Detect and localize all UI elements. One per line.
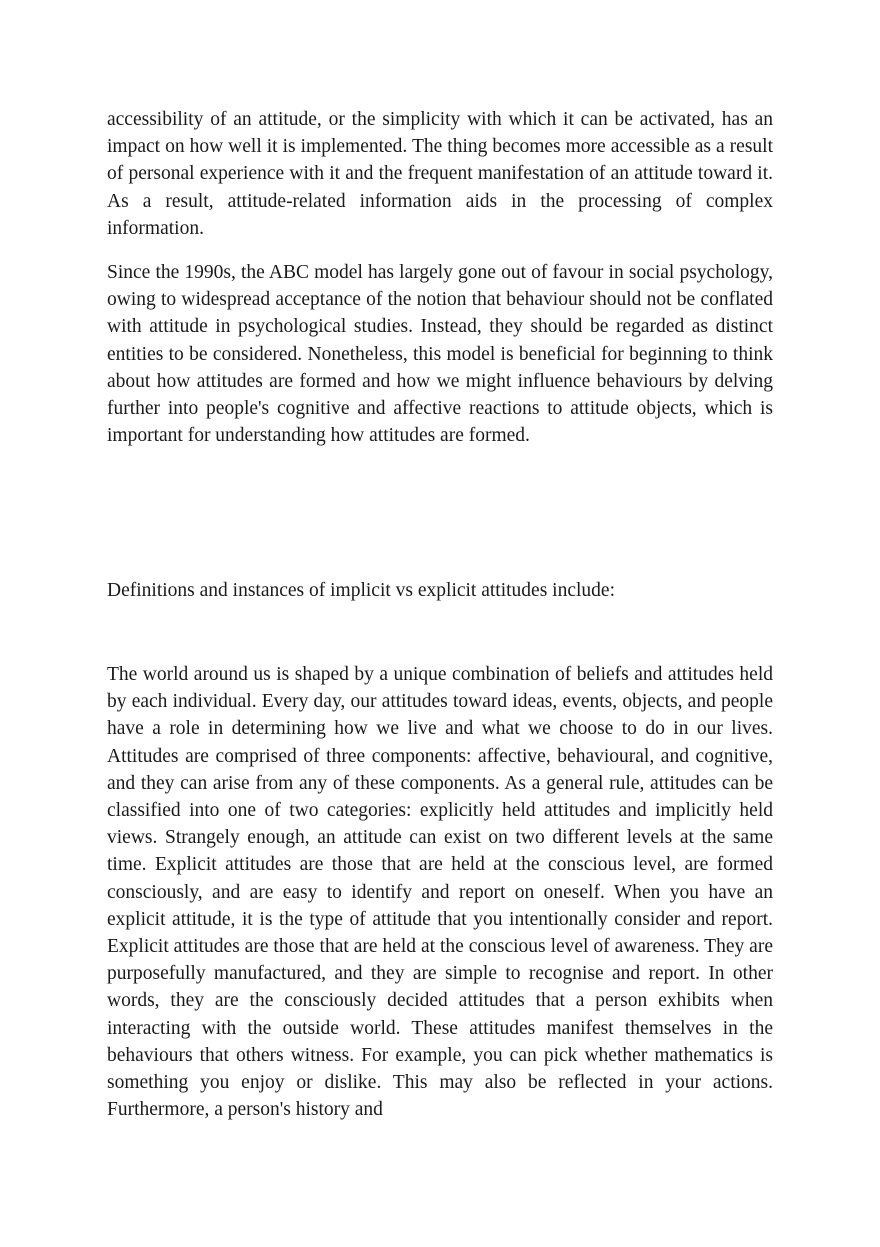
paragraph-accessibility: accessibility of an attitude, or the simplicity with which it can be activated, has an impact on how well it is implemented. The thing becomes more accessible as a result of personal experience with it and the frequent manifestation of an attitude toward it. As a result, attitude-related information aids in the processing of complex information. bbox=[107, 109, 773, 239]
paragraph-implicit-explicit: The world around us is shaped by a unique combination of beliefs and attitudes held by each individual. Every day, our attitudes toward ideas, events, objects, and people have a role in determining how we live and what we choose to do in our lives. Attitudes are comprised of three components: affective, behavioural, and cognitive, and they can arise from any of these components. As a general rule, attitudes can be classified into one of two categories: explicitly held attitudes and implicitly held views. Strangely enough, an attitude can exist on two different levels at the same time. Explicit attitudes are those that are held at the conscious level, are formed consciously, and are easy to identify and report on oneself. When you have an explicit attitude, it is the type of attitude that you intentionally consider and report. Explicit attitudes are those that are held at the conscious level of awareness. They are purposefully manufactured, and they are simple to recognise and report. In other words, they are the consciously decided attitudes that a person exhibits when interacting with the outside world. These attitudes manifest themselves in the behaviours that others witness. For example, you can pick whether mathematics is something you enjoy or dislike. This may also be reflected in your actions. Furthermore, a person's history and bbox=[107, 664, 773, 1121]
section-heading: Definitions and instances of implicit vs explicit attitudes include: bbox=[107, 580, 615, 601]
paragraph-abc-model: Since the 1990s, the ABC model has largely gone out of favour in social psychology, owing to widespread acceptance of the notion that behaviour should not be conflated with attitude in psychological studies. Instead, they should be regarded as distinct entities to be considered. Nonetheless, this model is beneficial for beginning to think about how attitudes are formed and how we might influence behaviours by delving further into people's cognitive and affective reactions to attitude objects, which is important for understanding how attitudes are formed. bbox=[107, 262, 773, 447]
